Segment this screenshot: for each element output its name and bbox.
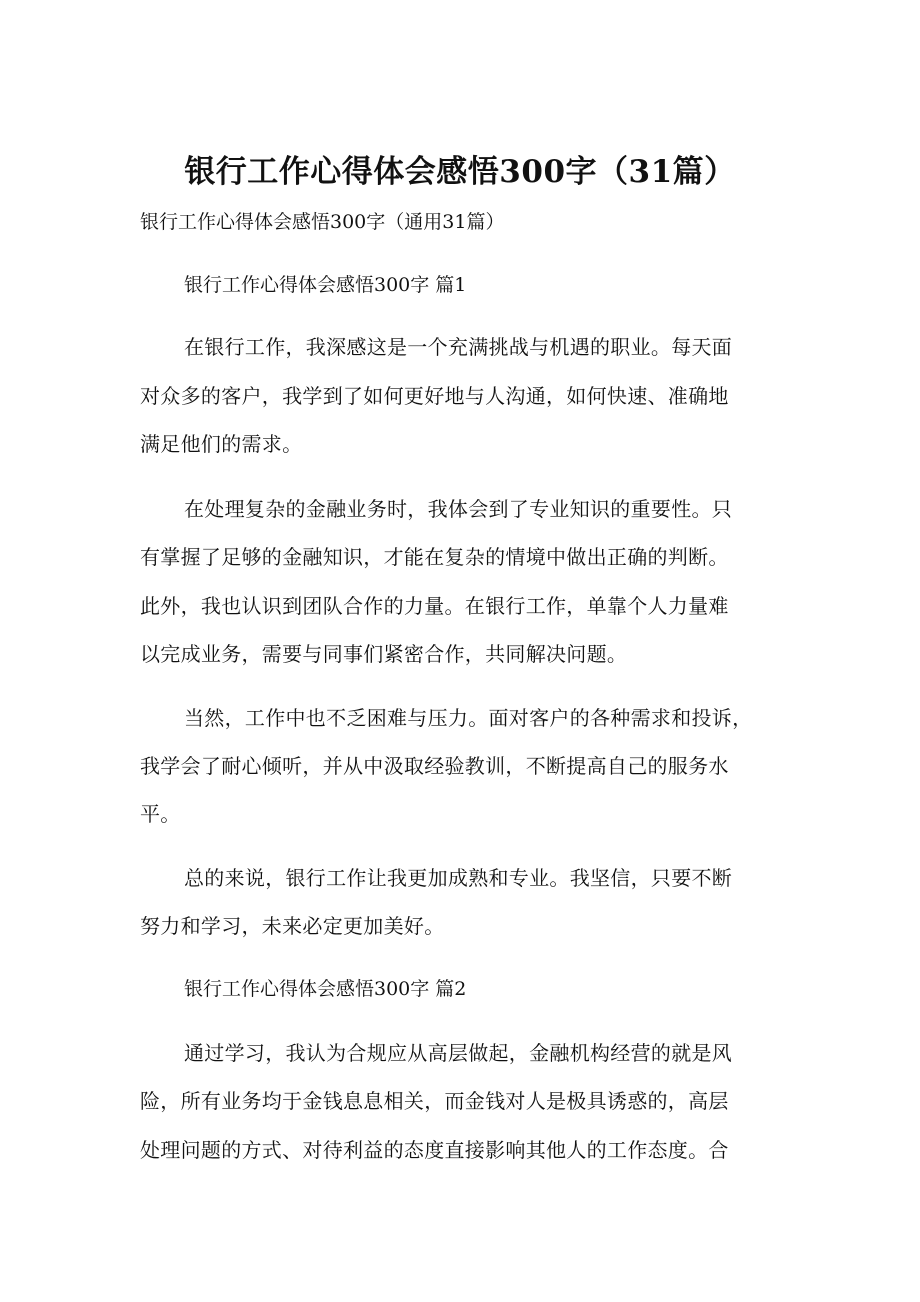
paragraph-line: 对众多的客户，我学到了如何更好地与人沟通，如何快速、准确地 [140,384,729,408]
document-title: 银行工作心得体会感悟300字（31篇） [184,154,736,190]
paragraph-line: 此外，我也认识到团队合作的力量。在银行工作，单靠个人力量难 [140,594,729,618]
paragraph-line: 当然，工作中也不乏困难与压力。面对客户的各种需求和投诉， [184,706,753,730]
paragraph-line: 努力和学习，未来必定更加美好。 [140,914,445,938]
paragraph-line: 有掌握了足够的金融知识，才能在复杂的情境中做出正确的判断。 [140,545,729,569]
paragraph-line: 平。 [140,802,181,826]
paragraph-line: 在处理复杂的金融业务时，我体会到了专业知识的重要性。只 [184,497,733,521]
document-subtitle: 银行工作心得体会感悟300字（通用31篇） [140,211,505,233]
section-heading-1: 银行工作心得体会感悟300字 篇1 [184,274,467,296]
paragraph-line: 险，所有业务均于金钱息息相关，而金钱对人是极具诱惑的，高层 [140,1089,729,1113]
paragraph-line: 以完成业务，需要与同事们紧密合作，共同解决问题。 [140,642,628,666]
paragraph-line: 满足他们的需求。 [140,432,303,456]
paragraph-line: 我学会了耐心倾听，并从中汲取经验教训，不断提高自己的服务水 [140,754,729,778]
paragraph-line: 通过学习，我认为合规应从高层做起，金融机构经营的就是风 [184,1041,733,1065]
section-heading-2: 银行工作心得体会感悟300字 篇2 [184,978,467,1000]
paragraph-line: 处理问题的方式、对待利益的态度直接影响其他人的工作态度。合 [140,1138,729,1162]
paragraph-line: 总的来说，银行工作让我更加成熟和专业。我坚信，只要不断 [184,866,733,890]
paragraph-line: 在银行工作，我深感这是一个充满挑战与机遇的职业。每天面 [184,335,733,359]
